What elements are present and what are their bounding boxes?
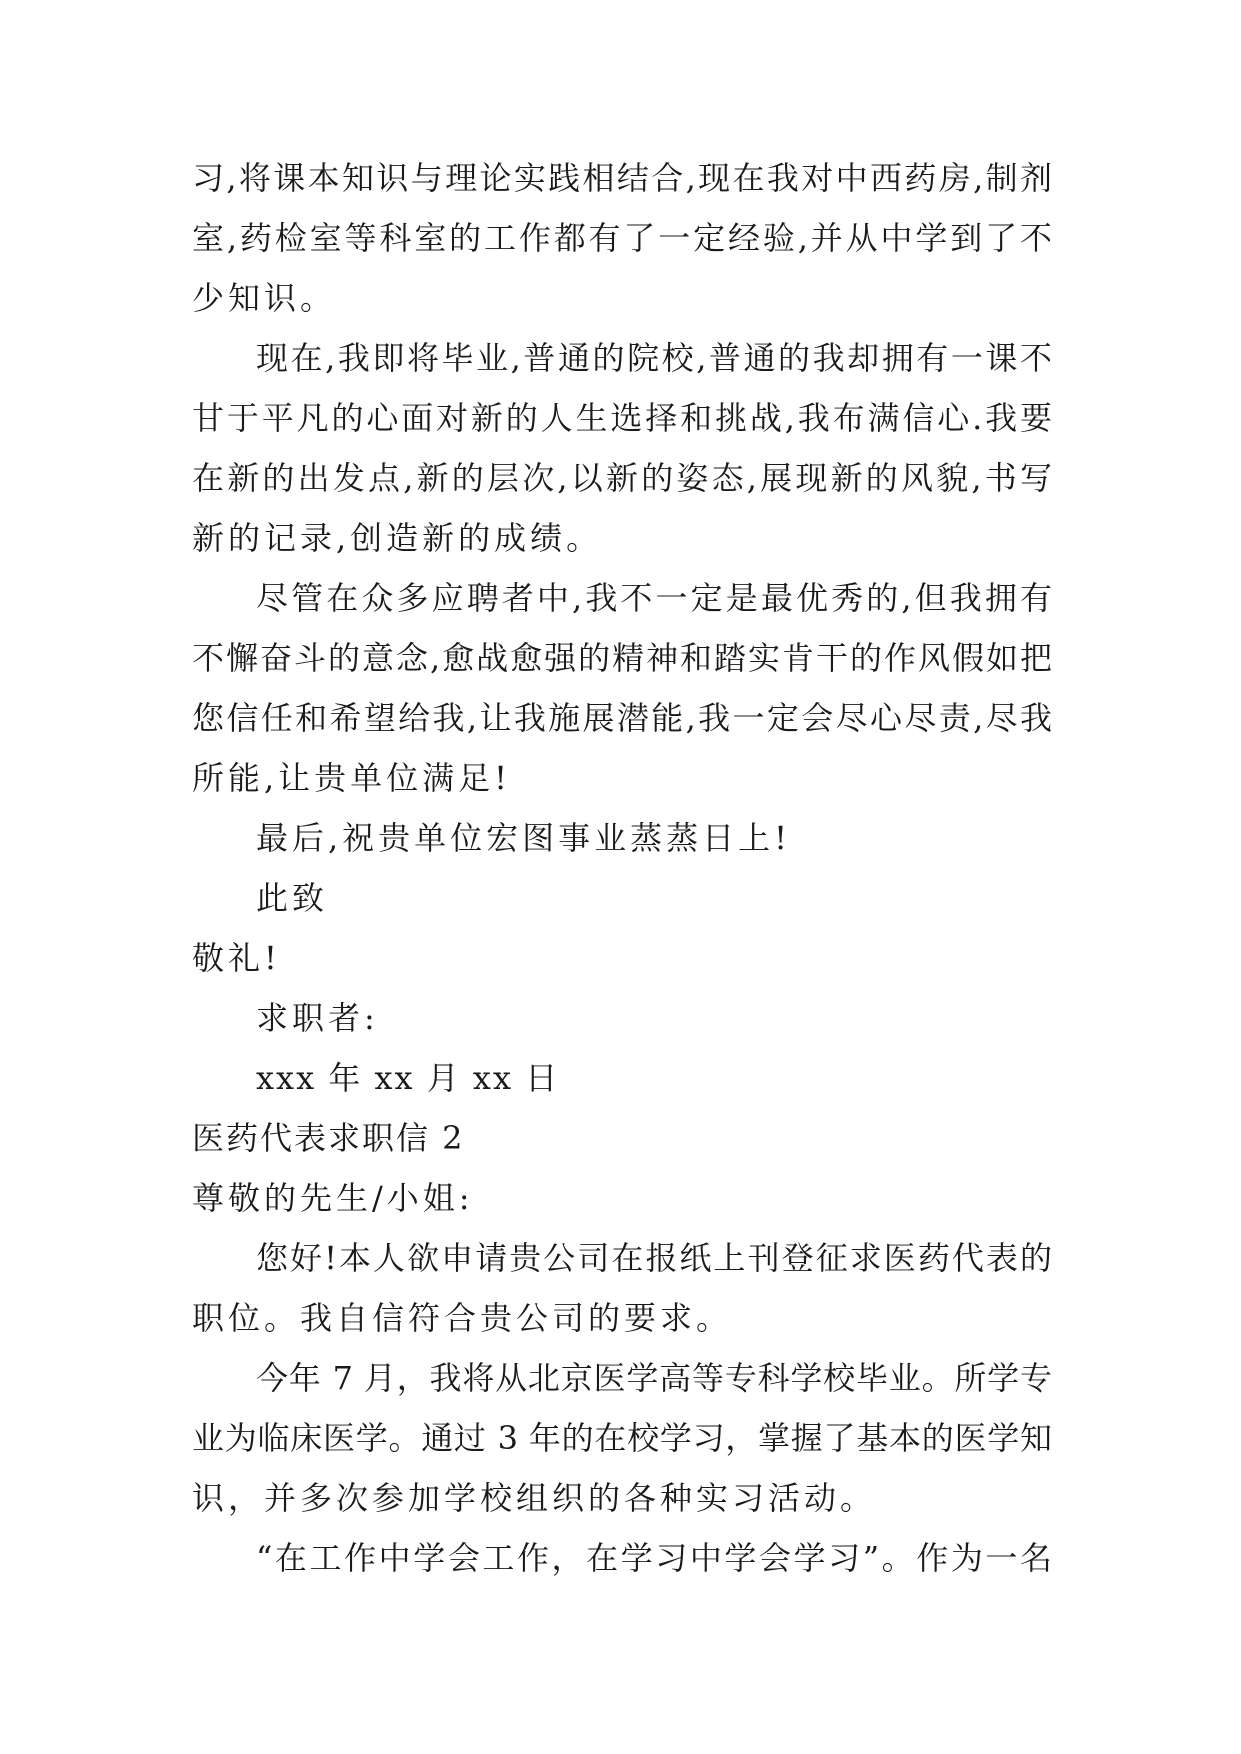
paragraph-line: 所能,让贵单位满足!: [192, 759, 512, 797]
signature-date: xxx 年 xx 月 xx 日: [256, 1059, 560, 1097]
greeting: 尊敬的先生/小姐:: [192, 1179, 474, 1217]
paragraph-line: 室,药检室等科室的工作都有了一定经验,并从中学到了不: [192, 219, 1052, 257]
paragraph-line: 今年 7 月，我将从北京医学高等专科学校毕业。所学专: [256, 1359, 1052, 1397]
paragraph-line: 甘于平凡的心面对新的人生选择和挑战,我布满信心.我要: [192, 399, 1052, 437]
paragraph-line: 职位。我自信符合贵公司的要求。: [192, 1299, 733, 1337]
paragraph-line: 现在,我即将毕业,普通的院校,普通的我却拥有一课不: [256, 339, 1052, 377]
paragraph-line: “在工作中学会工作，在学习中学会学习”。作为一名: [256, 1539, 1052, 1577]
paragraph-line: 少知识。: [192, 279, 337, 317]
closing-regards: 敬礼!: [192, 939, 281, 977]
paragraph-line: 在新的出发点,新的层次,以新的姿态,展现新的风貌,书写: [192, 459, 1052, 497]
closing-wish: 最后,祝贵单位宏图事业蒸蒸日上!: [256, 819, 792, 857]
paragraph-line: 业为临床医学。通过 3 年的在校学习，掌握了基本的医学知: [192, 1419, 1052, 1457]
paragraph-line: 不懈奋斗的意念,愈战愈强的精神和踏实肯干的作风假如把: [192, 639, 1052, 677]
closing-salutation: 此致: [256, 879, 329, 917]
signature-label: 求职者:: [256, 999, 379, 1037]
section-title: 医药代表求职信 2: [192, 1119, 465, 1157]
paragraph-line: 您信任和希望给我,让我施展潜能,我一定会尽心尽责,尽我: [192, 699, 1052, 737]
paragraph-line: 识，并多次参加学校组织的各种实习活动。: [192, 1479, 877, 1517]
paragraph-line: 习,将课本知识与理论实践相结合,现在我对中西药房,制剂: [192, 159, 1052, 197]
paragraph-line: 您好!本人欲申请贵公司在报纸上刊登征求医药代表的: [256, 1239, 1052, 1277]
paragraph-line: 尽管在众多应聘者中,我不一定是最优秀的,但我拥有: [256, 579, 1052, 617]
paragraph-line: 新的记录,创造新的成绩。: [192, 519, 603, 557]
